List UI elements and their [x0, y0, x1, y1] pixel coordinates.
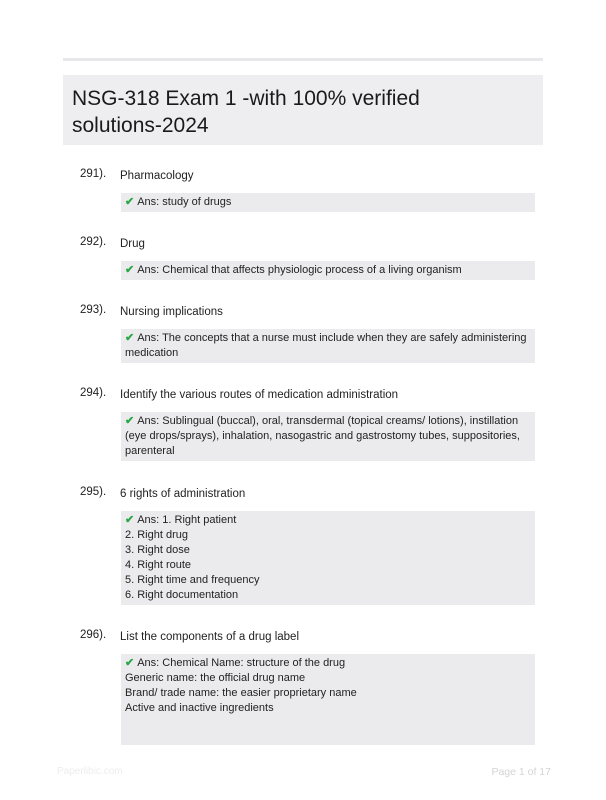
qa-item — [80, 485, 535, 605]
question-number: 292). — [80, 236, 107, 248]
title-header — [63, 75, 543, 145]
answer-line: Ans: 1. Right patient — [137, 514, 237, 526]
check-icon: ✔ — [125, 332, 135, 344]
qa-item — [80, 628, 535, 745]
question-row — [80, 386, 535, 404]
check-icon: ✔ — [125, 657, 135, 669]
question-text: 6 rights of administration — [120, 488, 246, 500]
question-row — [80, 235, 535, 253]
question-row — [80, 485, 535, 503]
title-line-2: solutions-2024 — [72, 114, 209, 137]
check-icon: ✔ — [125, 264, 135, 276]
question-number: 295). — [80, 486, 107, 498]
answer-line: Active and inactive ingredients — [125, 702, 274, 714]
qa-item — [80, 386, 535, 461]
answer-box — [121, 261, 535, 280]
footer-site-watermark: Paperlibic.com — [57, 766, 123, 777]
answer-line: 3. Right dose — [125, 544, 190, 556]
check-icon: ✔ — [125, 415, 135, 427]
check-icon: ✔ — [125, 196, 135, 208]
qa-item — [80, 235, 535, 280]
check-icon: ✔ — [125, 514, 135, 526]
question-row — [80, 167, 535, 185]
answer-line: Ans: Sublingual (buccal), oral, transdermal (topical creams/ lotions), instillation — [137, 415, 519, 427]
answer-line: parenteral — [125, 445, 175, 457]
answer-line: 4. Right route — [125, 559, 192, 571]
question-row — [80, 303, 535, 321]
answer-line: Ans: The concepts that a nurse must include when they are safely administering — [137, 332, 527, 344]
question-number: 296). — [80, 629, 107, 641]
title-line-1: NSG-318 Exam 1 -with 100% verified — [72, 87, 420, 110]
document-title — [72, 85, 533, 139]
page-number: Page 1 of 17 — [491, 766, 551, 778]
answer-line: medication — [125, 347, 179, 359]
qa-item — [80, 303, 535, 363]
qa-item — [80, 167, 535, 212]
answer-line: 2. Right drug — [125, 529, 188, 541]
question-number: 291). — [80, 168, 107, 180]
answer-box — [121, 412, 535, 461]
top-divider — [63, 58, 543, 61]
answer-line: Ans: Chemical Name: structure of the drug — [137, 657, 346, 669]
answer-box — [121, 654, 535, 745]
question-text: Identify the various routes of medication administration — [120, 389, 399, 401]
question-number: 294). — [80, 387, 107, 399]
answer-line: Brand/ trade name: the easier proprietary name — [125, 687, 357, 699]
question-number: 293). — [80, 304, 107, 316]
question-row — [80, 628, 535, 646]
question-text: Drug — [120, 238, 145, 250]
answer-box — [121, 193, 535, 212]
answer-line: (eye drops/sprays), inhalation, nasogastric and gastrostomy tubes, suppositories, — [125, 430, 520, 442]
answer-box — [121, 329, 535, 363]
answer-line: 5. Right time and frequency — [125, 574, 260, 586]
answer-line: Ans: Chemical that affects physiologic process of a living organism — [137, 264, 462, 276]
answer-line: 6. Right documentation — [125, 589, 239, 601]
answer-box — [121, 511, 535, 605]
answer-line: Generic name: the official drug name — [125, 672, 306, 684]
answer-line: Ans: study of drugs — [137, 196, 232, 208]
question-text: Nursing implications — [120, 306, 223, 318]
question-text: List the components of a drug label — [120, 631, 300, 643]
question-text: Pharmacology — [120, 170, 194, 182]
